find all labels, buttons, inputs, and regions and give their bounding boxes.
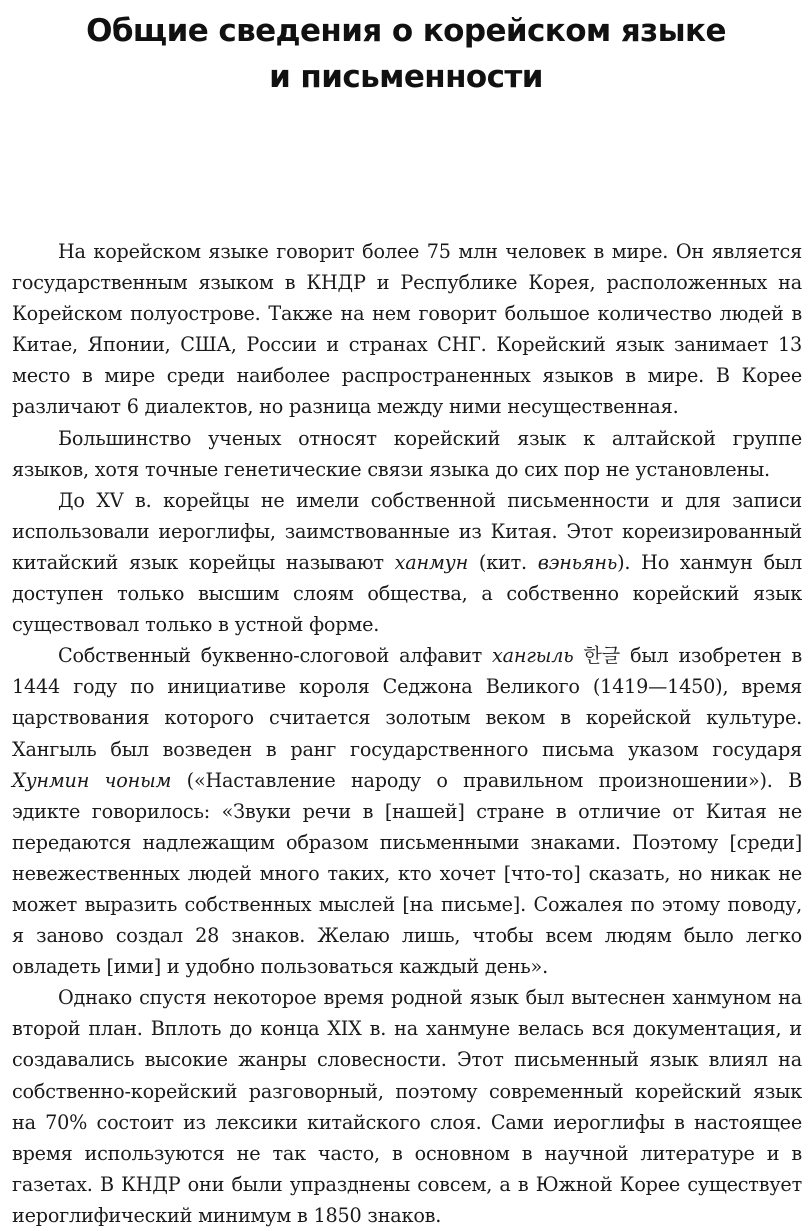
body-text — [12, 236, 802, 1231]
paragraph-5-text: Однако спустя некоторое время родной язык был вытеснен ханмуном на второй план. Вплоть до конца XIX в. на ханмуне велась вся документация, и создавались высокие жанры словесности. Этот письменный язык влиял на собственно-корейский разговорный, поэтому современный корейский язык на 70% состоит из лексики китайского слоя. Сами иероглифы в настоящее время используются не так часто, в основном в научной литературе и в газетах. В КНДР они были упразднены совсем, а в Южной Корее существует иероглифический минимум в 1850 знаков. — [12, 986, 802, 1227]
paragraph-3 — [12, 485, 802, 640]
paragraph-2 — [12, 423, 802, 485]
page-title-line-1: Общие сведения о корейском языке — [86, 13, 726, 49]
paragraph-3-text-c: ). Но ханмун был доступен только высшим слоям общества, а собственно корейский язык существовал только в устной форме. — [12, 550, 802, 637]
paragraph-4-text-b: 한글 был изобретен в 1444 году по инициативе короля Седжона Великого (1419—1450), время царствования которого считается золотым веком в корейской культуре. Хангыль был возведен в ранг государственного письма указом государя — [12, 644, 802, 761]
paragraph-5 — [12, 982, 802, 1231]
paragraph-3-text-b: (кит. — [468, 550, 538, 574]
paragraph-1-text: На корейском языке говорит более 75 млн человек в мире. Он является государственным языком в КНДР и Республике Корея, расположенных на Корейском полуострове. Также на нем говорит большое количество людей в Китае, Японии, США, России и странах СНГ. Корейский язык занимает 13 место в мире среди наиболее распространенных языков в мире. В Корее различают 6 диалектов, но разница между ними несущественная. — [12, 240, 802, 419]
paragraph-3-text-a: До XV в. корейцы не имели собственной письменности и для записи использовали иероглифы, заимствованные из Китая. Этот кореизированный китайский язык корейцы называют — [12, 488, 802, 574]
paragraph-1 — [12, 236, 802, 423]
paragraph-4-text-c: («Наставление народу о правильном произношении»). В эдикте говорилось: «Звуки речи в [нашей] стране в отличие от Китая не передаются надлежащим образом письменными знаками. Поэтому [среди] невежественных людей много таких, кто хочет [что-то] сказать, но никак не может выразить собственных мыслей [на письме]. Сожалея по этому поводу, я заново создал 28 знаков. Желаю лишь, чтобы всем людям было легко овладеть [ими] и удобно пользоваться каждый день». — [12, 768, 803, 979]
term-hangul: хангыль — [491, 644, 574, 668]
page-title — [20, 8, 792, 100]
term-wenyan: вэньянь — [537, 550, 618, 574]
paragraph-4 — [12, 640, 802, 982]
paragraph-2-text: Большинство ученых относят корейский язык к алтайской группе языков, хотя точные генетические связи языка до сих пор не установлены. — [12, 426, 802, 481]
page-title-line-2: и письменности — [269, 59, 543, 95]
paragraph-4-text-a: Собственный буквенно-слоговой алфавит — [58, 644, 492, 668]
term-hunmin-jeongeum: Хунмин чоным — [12, 768, 172, 792]
term-hanmun: ханмун — [394, 550, 469, 574]
